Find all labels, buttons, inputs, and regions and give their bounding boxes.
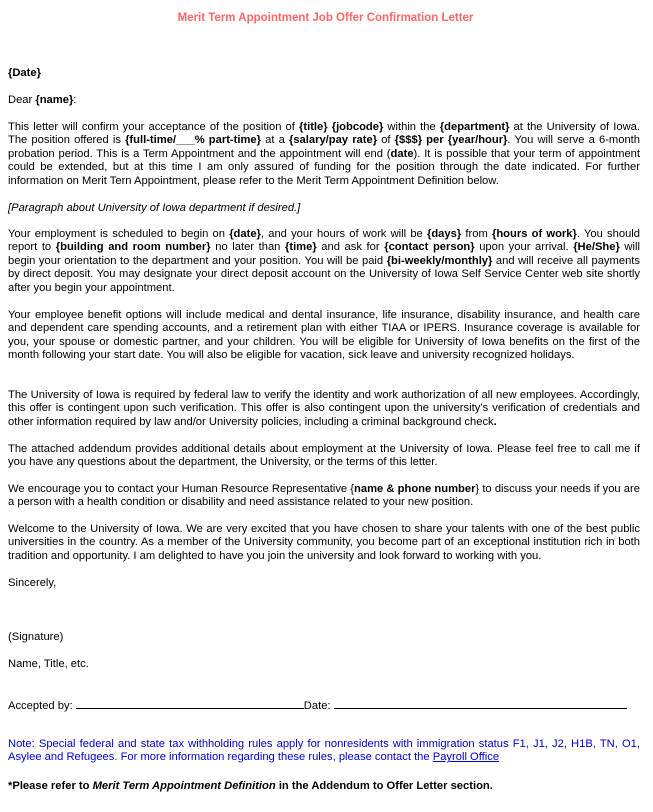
name-title: Name, Title, etc. — [8, 658, 89, 670]
closing: Sincerely, — [8, 577, 57, 589]
paragraph-benefits: Your employee benefit options will include medical and dental insurance, life insurance, disability insurance, and health care and dependent care spending accounts, and a retirement plan with either TIAA or IPERS. Insurance coverage is available for you, your spouse or domestic partner, and your children. You will be eligible for University of Iowa benefits on the first of the month following your start date. You will also be eligible for vacation, sick leave and university recognized holidays. — [8, 309, 640, 362]
paragraph-employment: Your employment is scheduled to begin on {date}, and your hours of work will be {days} from {hours of work}. You should report to {building and room number} no later than {time} and ask for {contact person} upon your arrival. {He/She} will begin your orientation to the department and your position. You will be paid {bi-weekly/monthly} and will receive all payments by direct deposit. You may designate your direct deposit account on the University of Iowa Self Service Center web site shortly after you begin your appointment. — [8, 228, 640, 294]
letter-title: Merit Term Appointment Job Offer Confirmation Letter — [177, 12, 474, 24]
paragraph-welcome: Welcome to the University of Iowa. We are very excited that you have chosen to share your talents with one of the best public universities in the country. As a member of the University community, you become part of an exceptional institution rich in both tradition and opportunity. I am delighted to have you join the university and look forward to working with you. — [8, 523, 640, 562]
paragraph-acceptance: This letter will confirm your acceptance of the position of {title} {jobcode} within the {department} at the University of Iowa. The position offered is {full-time/___% part-time} at a {salary/pay rate} of {$$$} per {year/hour}. You will serve a 6-month probation period. This is a Term Appointment and the appointment will end (date). It is possible that your term of appointment could be extended, but at this time I am only assured of funding for the position through the date indicated. For further information on Merit Tern Appointment, please refer to the Merit Term Appointment Definition below. — [8, 121, 641, 187]
payroll-office-link[interactable]: Payroll Office — [432, 751, 500, 764]
date-label: Date: — [303, 700, 334, 712]
paragraph-addendum: The attached addendum provides additional details about employment at the University of Iowa. Please feel free to call me if you have any questions about the department, the University, or the terms of this letter. — [8, 443, 640, 469]
salutation: Dear {name}: — [8, 94, 77, 106]
footer-note: *Please refer to Merit Term Appointment Definition in the Addendum to Offer Letter section. — [8, 780, 493, 792]
acceptance-line — [8, 698, 640, 713]
paragraph-hr-contact: We encourage you to contact your Human Resource Representative {name & phone number} to discuss your needs if you are a person with a health condition or disability and need assistance related to your new position. — [8, 483, 640, 509]
tax-note: Note: Special federal and state tax withholding rules apply for nonresidents with immigration status F1, J1, J2, H1B, TN, O1, Asylee and Refugees. For more information regarding these rules, please contact the Payroll Office — [8, 738, 640, 764]
paragraph-verification: The University of Iowa is required by federal law to verify the identity and work authorization of all new employees. Accordingly, this offer is contingent upon such verification. This offer is also contingent upon the university’s verification of credentials and other information required by law and/or University policies, including a criminal background check. — [8, 389, 640, 428]
signature: (Signature) — [8, 631, 64, 643]
date-placeholder: {Date} — [8, 67, 41, 79]
accepted-by-field[interactable] — [76, 698, 304, 709]
accepted-by-label: Accepted by: — [8, 700, 76, 712]
paragraph-department-placeholder: [Paragraph about University of Iowa department if desired.] — [8, 202, 301, 214]
date-field[interactable] — [334, 698, 627, 709]
